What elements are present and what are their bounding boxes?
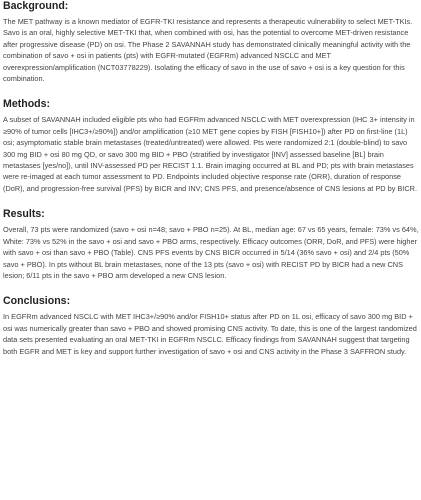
methods-heading: Methods: <box>3 98 51 111</box>
methods-section <box>3 98 419 194</box>
methods-text: A subset of SAVANNAH included eligible pts who had EGFRm advanced NSCLC with MET overexpression (IHC 3+ intensity in ≥90% of tumor cells [IHC3+/≥90%]) and/or amplification (≥10 MET gene copies by FISH [FISH10+]) after PD on first-line (1L) osi; asymptomatic stable brain metastases (treated/untreated) were allowed. Pts were randomized 2:1 (double-blind) to savo 300 mg BID + osi 80 mg QD, or savo 300 mg BID + PBO (stratified by investigator [INV] assessed baseline [BL] brain metastases [yes/no]), until INV-assessed PD per RECIST 1.1. Brain imaging occurred at BL and PD; pts with brain metastases were re-imaged at each tumor assessment to PD. Endpoints included objective response rate (ORR), duration of response (DoR), and progression-free survival (PFS) by BICR and INV; CNS PFS, and presence/absence of CNS lesions at PD by BICR. <box>3 115 417 193</box>
background-section <box>3 0 419 84</box>
conclusions-text: In EGFRm advanced NSCLC with MET IHC3+/≥90% and/or FISH10+ status after PD on 1L osi, efficacy of savo 300 mg BID + osi was numerically greater than savo + PBO and showed promising CNS activity. To date, this is one of the largest randomized data sets presented evaluating an oral MET-TKI in EGFRm NSCLC. Efficacy findings from SAVANNAH suggest that targeting both EGFR and MET is key and support further investigation of savo + osi and CNS activity in the Phase 3 SAFFRON study. <box>3 312 417 356</box>
results-heading: Results: <box>3 208 45 221</box>
section-spacer <box>3 194 419 208</box>
conclusions-heading: Conclusions: <box>3 295 71 308</box>
results-text: Overall, 73 pts were randomized (savo + osi n=48; savo + PBO n=25). At BL, median age: 67 vs 65 years, female: 73% vs 64%, White: 73% vs 52% in the savo + osi and savo + PBO arms, respectively. Efficacy outcomes (ORR, DoR, and PFS) were higher with savo + osi than savo + PBO (Table). CNS PFS events by CNS BICR occurred in 5/14 (36% savo + osi) and 2/4 pts (50% savo + PBO). In pts without BL brain metastases, none of the 13 pts (savo + osi) with RECIST PD by BICR had a new CNS lesion; 6/11 pts in the savo + PBO arm developed a new CNS lesion. <box>3 225 419 280</box>
section-spacer <box>3 281 419 295</box>
conclusions-section <box>3 295 419 357</box>
background-heading: Background: <box>3 0 69 12</box>
section-spacer <box>3 84 419 98</box>
results-section <box>3 208 419 281</box>
background-text: The MET pathway is a known mediator of EGFR-TKI resistance and represents a therapeutic vulnerability to select MET-TKIs. Savo is an oral, highly selective MET-TKI that, when combined with osi, has the potential to overcome MET-driven resistance after progressive disease (PD) on osi. The Phase 2 SAVANNAH study has demonstrated clinically meaningful activity with the combination of savo + osi in patients (pts) with EGFR-mutated (EGFRm) advanced NSCLC and MET overexpression/amplification (NCT03778229). Isolating the efficacy of savo in the use of savo + osi is a key question for this combination. <box>3 17 413 84</box>
